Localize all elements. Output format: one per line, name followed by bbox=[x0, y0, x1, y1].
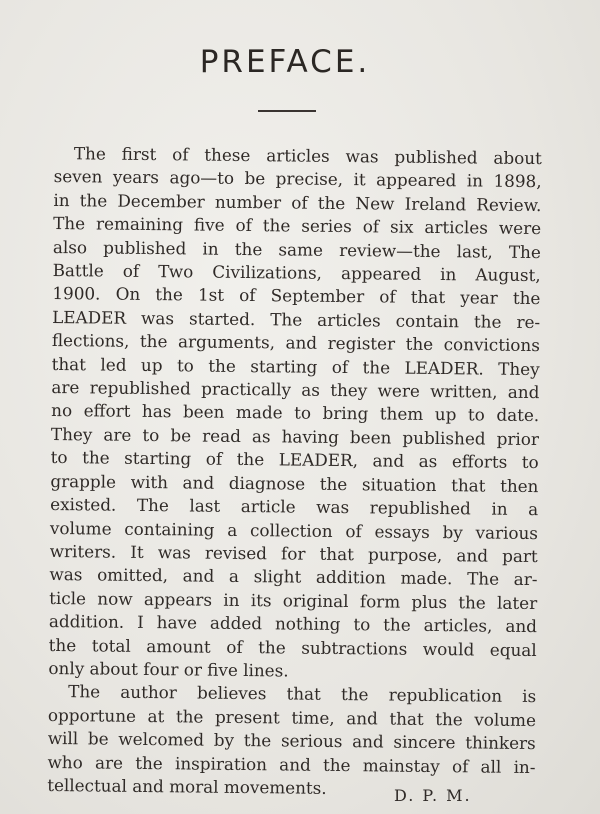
text-line: are republished practically as they were written, and bbox=[51, 377, 540, 403]
text-line: flections, the arguments, and register the convictions bbox=[51, 330, 541, 356]
text-line: addition. I have added nothing to the articles, and bbox=[48, 611, 538, 637]
title-rule bbox=[258, 110, 316, 112]
text-line: was omitted, and a slight addition made. The ar- bbox=[49, 564, 538, 590]
text-line: tellectual and moral movements. bbox=[47, 774, 327, 798]
text-line: who are the inspiration and the mainstay of all in- bbox=[47, 751, 536, 777]
text-line: 1900. On the 1st of September of that year the bbox=[52, 283, 541, 309]
text-line: opportune at the present time, and that the volume bbox=[47, 704, 537, 730]
author-signature: D. P. M. bbox=[394, 786, 472, 805]
text-line: also published in the same review—the last, The bbox=[52, 236, 541, 262]
text-line: the total amount of the subtractions would equal bbox=[48, 634, 537, 660]
page-title: PREFACE. bbox=[199, 44, 371, 80]
text-line: grapple with and diagnose the situation that then bbox=[50, 470, 539, 496]
text-line: They are to be read as having been published prior bbox=[50, 423, 540, 449]
preface-body bbox=[47, 142, 542, 802]
text-line: The remaining five of the series of six articles were bbox=[53, 213, 542, 239]
text-line: to the starting of the LEADER, and as efforts to bbox=[50, 447, 539, 473]
text-line: will be welcomed by the serious and sincere thinkers bbox=[47, 728, 536, 754]
text-line: no effort has been made to bring them up to date. bbox=[51, 400, 540, 426]
text-line: that led up to the starting of the LEADER. They bbox=[51, 353, 540, 379]
text-line: The first of these articles was published about bbox=[73, 143, 542, 169]
text-line: LEADER was started. The articles contain the re- bbox=[52, 306, 541, 332]
text-line: existed. The last article was republished in a bbox=[50, 494, 539, 520]
text-line: writers. It was revised for that purpose, and part bbox=[49, 540, 538, 566]
text-line: volume containing a collection of essays by various bbox=[49, 517, 539, 543]
text-line: in the December number of the New Ireland Review. bbox=[53, 189, 542, 215]
text-line: Battle of Two Civilizations, appeared in August, bbox=[52, 260, 541, 286]
text-line: The author believes that the republication is bbox=[68, 681, 537, 707]
text-line: ticle now appears in its original form plus the later bbox=[49, 587, 538, 613]
text-line: seven years ago—to be precise, it appeared in 1898, bbox=[53, 166, 542, 192]
text-line: only about four or five lines. bbox=[48, 657, 289, 681]
